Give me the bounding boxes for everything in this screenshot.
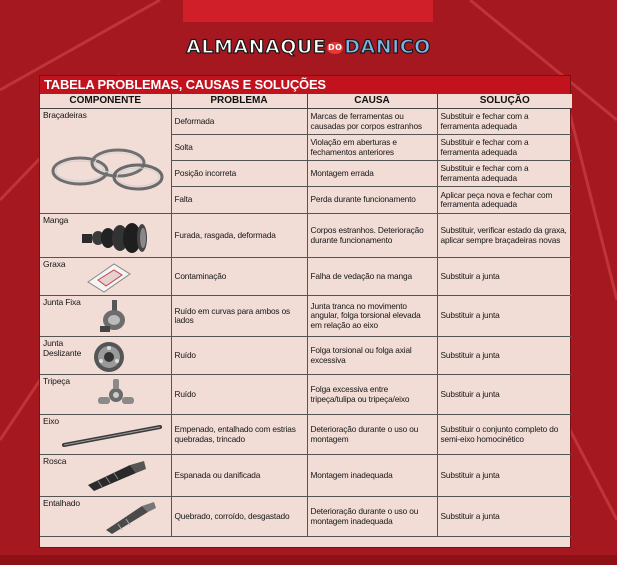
spline-icon xyxy=(102,500,158,536)
solution-cell: Substituir e fechar com a ferramenta adequada xyxy=(437,135,572,161)
component-cell-eixo xyxy=(40,415,171,455)
header-tab xyxy=(183,0,433,22)
table-header-row xyxy=(40,94,572,109)
cause-cell: Folga excessiva entre tripeça/tulipa ou tripeça/eixo xyxy=(307,375,437,415)
component-label: Entalhado xyxy=(43,498,80,508)
boot-icon xyxy=(80,222,150,254)
solution-cell: Substituir a junta xyxy=(437,258,572,296)
header-problema: PROBLEMA xyxy=(171,94,307,109)
cause-cell: Junta tranca no movimento angular, folga torsional elevada em relação ao eixo xyxy=(307,296,437,337)
fixed-joint-icon xyxy=(96,298,136,336)
solution-cell: Aplicar peça nova e fechar com ferramenta adequada xyxy=(437,187,572,214)
component-cell-graxa xyxy=(40,258,171,296)
cause-cell: Montagem inadequada xyxy=(307,455,437,497)
problem-cell: Quebrado, corroído, desgastado xyxy=(171,497,307,537)
cause-cell: Marcas de ferramentas ou causadas por corpos estranhos xyxy=(307,109,437,135)
problem-cell: Falta xyxy=(171,187,307,214)
solution-cell: Substituir, verificar estado da graxa, aplicar sempre braçadeiras novas xyxy=(437,214,572,258)
logo-connector-do: DO xyxy=(328,42,343,52)
component-label: Rosca xyxy=(43,456,67,466)
cause-cell: Folga torsional ou folga axial excessiva xyxy=(307,337,437,375)
solution-cell: Substituir a junta xyxy=(437,375,572,415)
problem-cell: Contaminação xyxy=(171,258,307,296)
cause-cell: Perda durante funcionamento xyxy=(307,187,437,214)
component-cell-entalhado xyxy=(40,497,171,537)
component-cell-manga xyxy=(40,214,171,258)
solution-cell: Substituir a junta xyxy=(437,337,572,375)
table-row xyxy=(40,337,572,375)
component-label: Junta Deslizante xyxy=(43,338,82,358)
almanaque-logo xyxy=(0,36,617,58)
table-row xyxy=(40,415,572,455)
cause-cell: Montagem errada xyxy=(307,161,437,187)
problem-cell: Ruído xyxy=(171,375,307,415)
header-causa: CAUSA xyxy=(307,94,437,109)
table-row xyxy=(40,296,572,337)
problem-cell: Ruído xyxy=(171,337,307,375)
problem-cell: Empenado, entalhado com estrias quebradas, trincado xyxy=(171,415,307,455)
logo-word-danico: DANICO xyxy=(344,36,431,58)
component-label: Braçadeiras xyxy=(43,110,87,120)
problems-table-panel xyxy=(39,75,571,548)
problem-cell: Posição incorreta xyxy=(171,161,307,187)
problem-cell: Solta xyxy=(171,135,307,161)
solution-cell: Substituir a junta xyxy=(437,296,572,337)
table-row xyxy=(40,258,572,296)
solution-cell: Substituir a junta xyxy=(437,455,572,497)
cause-cell: Corpos estranhos. Deterioração durante funcionamento xyxy=(307,214,437,258)
problem-cell: Furada, rasgada, deformada xyxy=(171,214,307,258)
component-label: Eixo xyxy=(43,416,59,426)
component-cell-rosca xyxy=(40,455,171,497)
component-label: Tripeça xyxy=(43,376,70,386)
component-label: Manga xyxy=(43,215,69,225)
component-cell-junta-fixa xyxy=(40,296,171,337)
tripod-icon xyxy=(94,377,138,413)
header-componente: COMPONENTE xyxy=(40,94,171,109)
solution-cell: Substituir e fechar com a ferramenta adequada xyxy=(437,109,572,135)
thread-icon xyxy=(84,459,148,493)
sliding-joint-icon xyxy=(92,340,128,374)
problems-table xyxy=(40,94,572,537)
cause-cell: Violação em aberturas e fechamentos anteriores xyxy=(307,135,437,161)
table-row xyxy=(40,455,572,497)
component-label: Graxa xyxy=(43,259,66,269)
cause-cell: Deterioração durante o uso ou montagem xyxy=(307,415,437,455)
table-title: TABELA PROBLEMAS, CAUSAS E SOLUÇÕES xyxy=(40,76,570,94)
table-row xyxy=(40,375,572,415)
component-label: Junta Fixa xyxy=(43,297,81,307)
component-cell-tripeca xyxy=(40,375,171,415)
solution-cell: Substituir o conjunto completo do semi-eixo homocinético xyxy=(437,415,572,455)
solution-cell: Substituir e fechar com a ferramenta adequada xyxy=(437,161,572,187)
clamp-rings-icon xyxy=(48,135,166,197)
cause-cell: Falha de vedação na manga xyxy=(307,258,437,296)
problem-cell: Ruído em curvas para ambos os lados xyxy=(171,296,307,337)
table-row xyxy=(40,109,572,135)
problem-cell: Deformada xyxy=(171,109,307,135)
logo-word-almanaque: ALMANAQUE xyxy=(186,36,327,58)
problem-cell: Espanada ou danificada xyxy=(171,455,307,497)
cause-cell: Deterioração durante o uso ou montagem inadequada xyxy=(307,497,437,537)
header-solucao: SOLUÇÃO xyxy=(437,94,572,109)
component-cell-bracadeiras xyxy=(40,109,171,214)
component-cell-junta-deslizante xyxy=(40,337,171,375)
grease-pack-icon xyxy=(84,262,134,294)
solution-cell: Substituir a junta xyxy=(437,497,572,537)
table-row xyxy=(40,214,572,258)
shaft-icon xyxy=(60,423,166,449)
table-row xyxy=(40,497,572,537)
